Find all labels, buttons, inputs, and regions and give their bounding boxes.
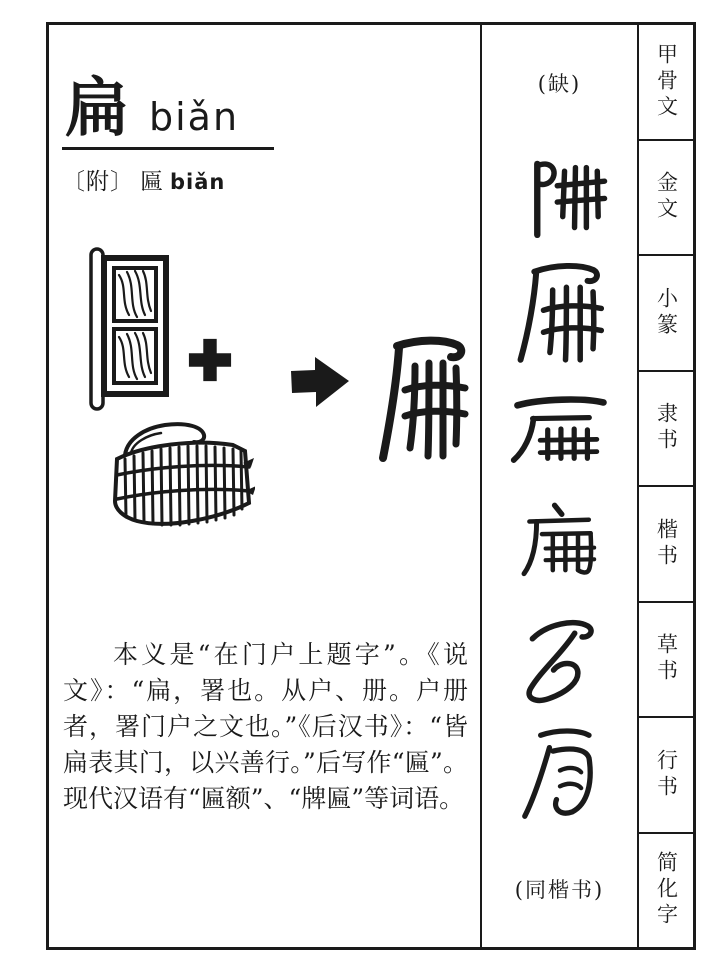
entry-frame	[46, 22, 696, 950]
headword-pinyin: biǎn	[149, 95, 240, 139]
label-cell-oracle-bone	[639, 25, 693, 141]
sample-simplified	[482, 832, 637, 947]
script-label: 甲骨文	[654, 42, 679, 121]
definition-text: 本义是“在门户上题字”。《说文》：“扁，署也。从户、册。户册者，署门户之文也。”《后汉书》：“皆扁表其门，以兴善行。”后写作“匾”。现代汉语有“匾额”、“牌匾”等词语。	[63, 640, 468, 813]
same-as-regular-note: (同楷书)	[514, 878, 605, 903]
sample-semicursive-script	[482, 717, 637, 832]
sample-bronze-script	[482, 140, 637, 255]
variant-prefix: 〔附〕	[62, 169, 134, 195]
script-label: 隶书	[654, 402, 679, 455]
small-seal-bian-glyph	[514, 257, 606, 369]
label-cell-small-seal	[639, 256, 693, 372]
script-label: 楷书	[654, 517, 679, 570]
label-cell-cursive	[639, 603, 693, 719]
missing-note: (缺)	[537, 71, 582, 96]
label-cell-simplified	[639, 834, 693, 948]
script-samples-column	[480, 25, 637, 947]
sample-oracle-bone	[482, 25, 637, 140]
bamboo-slip-book-pictograph-icon	[105, 409, 255, 531]
plus-icon	[187, 337, 233, 383]
regular-script-bian-glyph	[515, 500, 605, 588]
cursive-script-bian-glyph	[514, 613, 606, 705]
arrow-right-icon	[291, 355, 353, 409]
bronze-script-bian-glyph	[510, 153, 610, 243]
entry-main-column	[49, 25, 480, 947]
entry-header	[65, 71, 240, 146]
etymology-illustration	[59, 237, 479, 572]
script-label: 草书	[654, 633, 679, 686]
script-label: 小篆	[654, 286, 679, 339]
script-labels-column	[637, 25, 693, 947]
clerical-script-bian-glyph	[508, 390, 612, 466]
variant-character: 匾	[140, 169, 164, 195]
sample-clerical-script	[482, 371, 637, 486]
variant-pinyin: biǎn	[170, 170, 226, 194]
script-label: 行书	[654, 748, 679, 801]
script-label: 简化字	[654, 851, 679, 930]
variant-note	[62, 163, 225, 196]
label-cell-regular	[639, 487, 693, 603]
seal-script-bian-glyph	[377, 332, 469, 470]
label-cell-semicursive	[639, 718, 693, 834]
script-label: 金文	[654, 171, 679, 224]
label-cell-bronze	[639, 141, 693, 257]
label-cell-clerical	[639, 372, 693, 488]
semicursive-script-bian-glyph	[516, 722, 604, 826]
door-pictograph-icon	[83, 245, 175, 415]
sample-cursive-script	[482, 601, 637, 716]
title-underline	[62, 147, 274, 150]
sample-small-seal	[482, 256, 637, 371]
sample-regular-script	[482, 486, 637, 601]
headword: 扁	[65, 71, 129, 146]
